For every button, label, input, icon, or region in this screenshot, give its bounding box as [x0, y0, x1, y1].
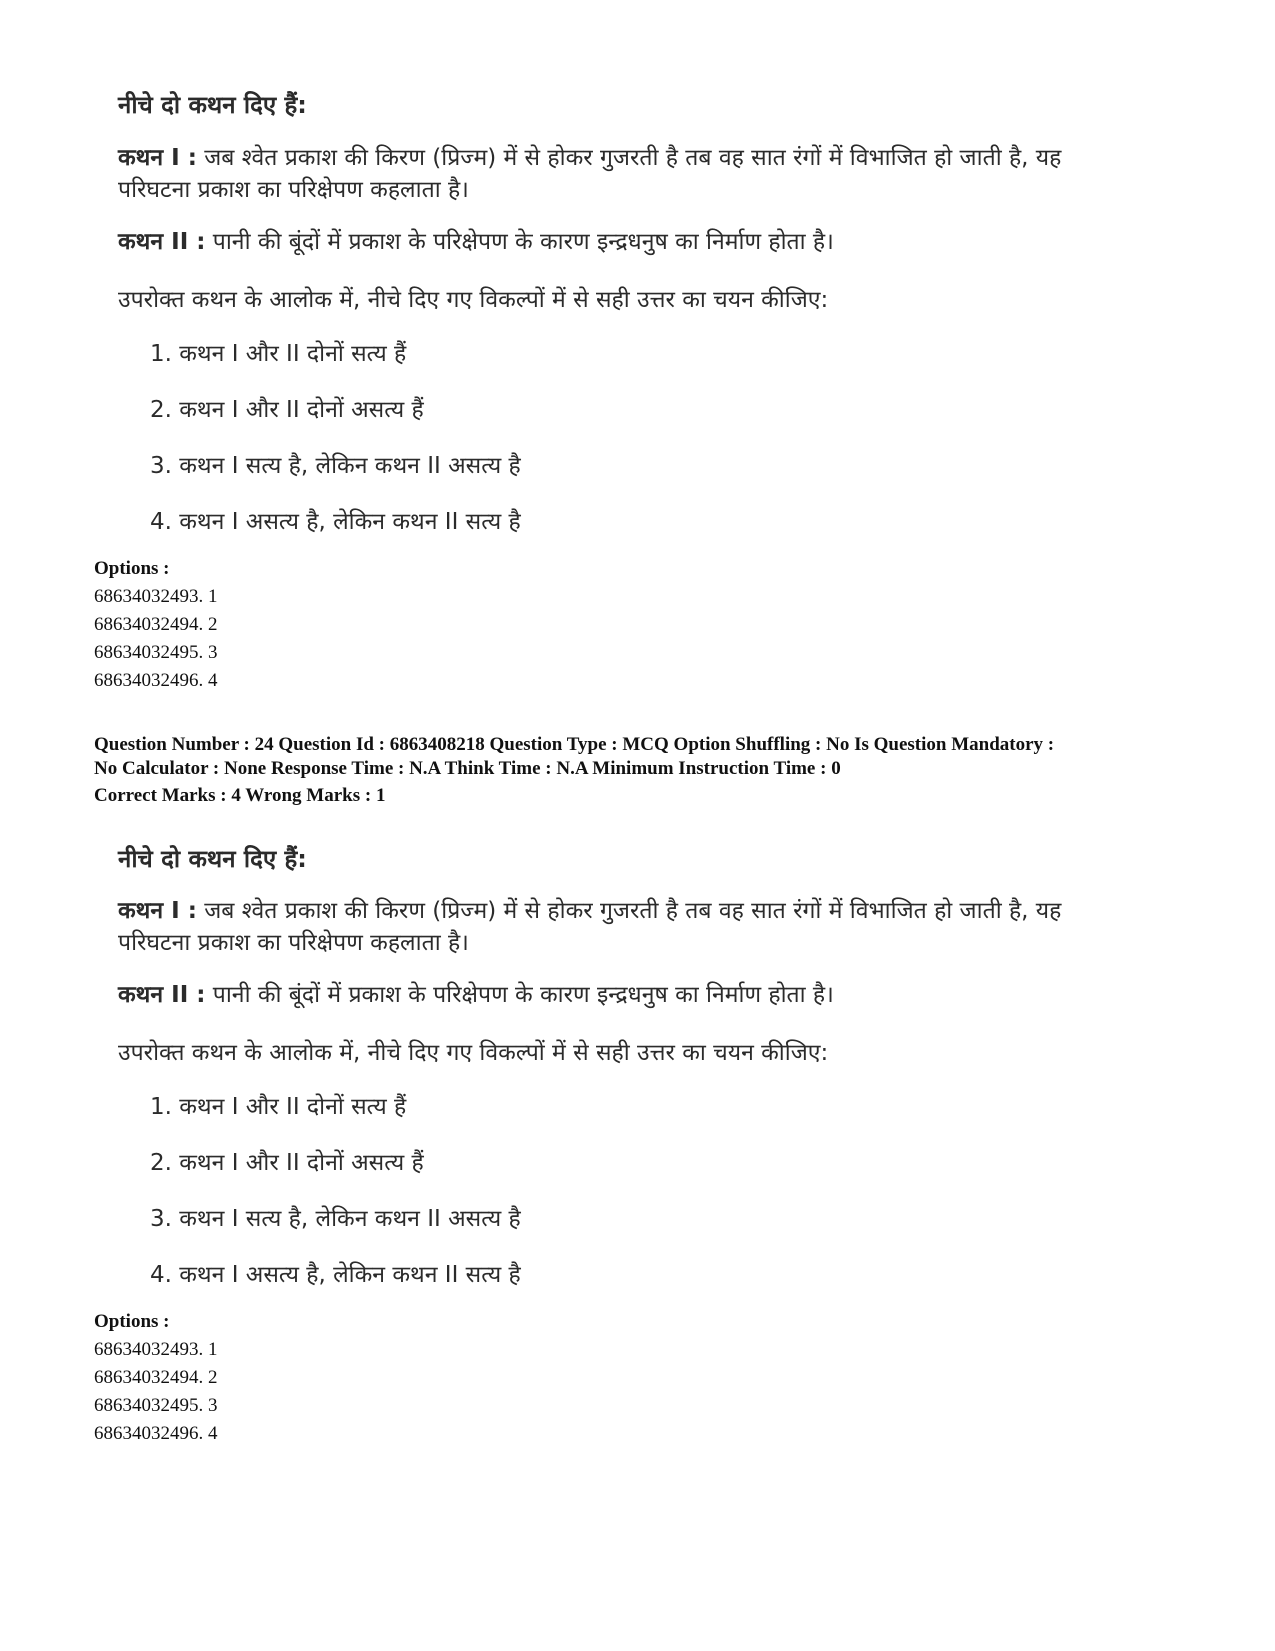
- question-prompt: उपरोक्त कथन के आलोक में, नीचे दिए गए विकल्पों में से सही उत्तर का चयन कीजिए:: [118, 1040, 829, 1066]
- statement-1: [118, 895, 1128, 959]
- choice-item: 1. कथन I और II दोनों सत्य हैं: [150, 1094, 407, 1120]
- option-id: 68634032496. 4: [94, 1423, 218, 1444]
- choice-item: 4. कथन I असत्य है, लेकिन कथन II सत्य है: [150, 509, 521, 535]
- statement-2-text: पानी की बूंदों में प्रकाश के परिक्षेपण के कारण इन्द्रधनुष का निर्माण होता है।: [212, 982, 834, 1008]
- option-id: 68634032495. 3: [94, 642, 218, 663]
- statement-1-label: कथन I :: [118, 145, 197, 171]
- choice-item: 3. कथन I सत्य है, लेकिन कथन II असत्य है: [150, 453, 521, 479]
- statement-1-text: जब श्वेत प्रकाश की किरण (प्रिज्म) में से होकर गुजरती है तब वह सात रंगों में विभाजित हो जाती है, यह परिघटना प्रकाश का परिक्षेपण कहलाता है।: [118, 898, 1062, 956]
- question-meta-line-1: Question Number : 24 Question Id : 6863408218 Question Type : MCQ Option Shuffling : No Is Question Mandatory :: [94, 734, 1055, 755]
- question-meta: [94, 733, 1204, 781]
- question-intro: नीचे दो कथन दिए हैं:: [118, 91, 307, 119]
- statement-1-text: जब श्वेत प्रकाश की किरण (प्रिज्म) में से होकर गुजरती है तब वह सात रंगों में विभाजित हो जाती है, यह परिघटना प्रकाश का परिक्षेपण कहलाता है।: [118, 145, 1062, 203]
- option-id: 68634032494. 2: [94, 614, 218, 635]
- option-id: 68634032496. 4: [94, 670, 218, 691]
- option-id: 68634032493. 1: [94, 586, 218, 607]
- choice-item: 2. कथन I और II दोनों असत्य हैं: [150, 397, 424, 423]
- option-id: 68634032493. 1: [94, 1339, 218, 1360]
- statement-2: [118, 226, 1128, 258]
- option-id: 68634032494. 2: [94, 1367, 218, 1388]
- statement-2-label: कथन II :: [118, 229, 206, 255]
- choice-item: 3. कथन I सत्य है, लेकिन कथन II असत्य है: [150, 1206, 521, 1232]
- question-intro: नीचे दो कथन दिए हैं:: [118, 845, 307, 873]
- options-heading: Options :: [94, 558, 170, 579]
- question-meta-line-2: No Calculator : None Response Time : N.A Think Time : N.A Minimum Instruction Time : 0: [94, 758, 841, 779]
- choice-item: 2. कथन I और II दोनों असत्य हैं: [150, 1150, 424, 1176]
- statement-1-label: कथन I :: [118, 898, 197, 924]
- choice-item: 4. कथन I असत्य है, लेकिन कथन II सत्य है: [150, 1262, 521, 1288]
- option-id: 68634032495. 3: [94, 1395, 218, 1416]
- options-heading: Options :: [94, 1311, 170, 1332]
- question-prompt: उपरोक्त कथन के आलोक में, नीचे दिए गए विकल्पों में से सही उत्तर का चयन कीजिए:: [118, 287, 829, 313]
- statement-2-label: कथन II :: [118, 982, 206, 1008]
- question-marks: Correct Marks : 4 Wrong Marks : 1: [94, 785, 386, 806]
- statement-2: [118, 979, 1128, 1011]
- statement-2-text: पानी की बूंदों में प्रकाश के परिक्षेपण के कारण इन्द्रधनुष का निर्माण होता है।: [212, 229, 834, 255]
- statement-1: [118, 142, 1128, 206]
- choice-item: 1. कथन I और II दोनों सत्य हैं: [150, 341, 407, 367]
